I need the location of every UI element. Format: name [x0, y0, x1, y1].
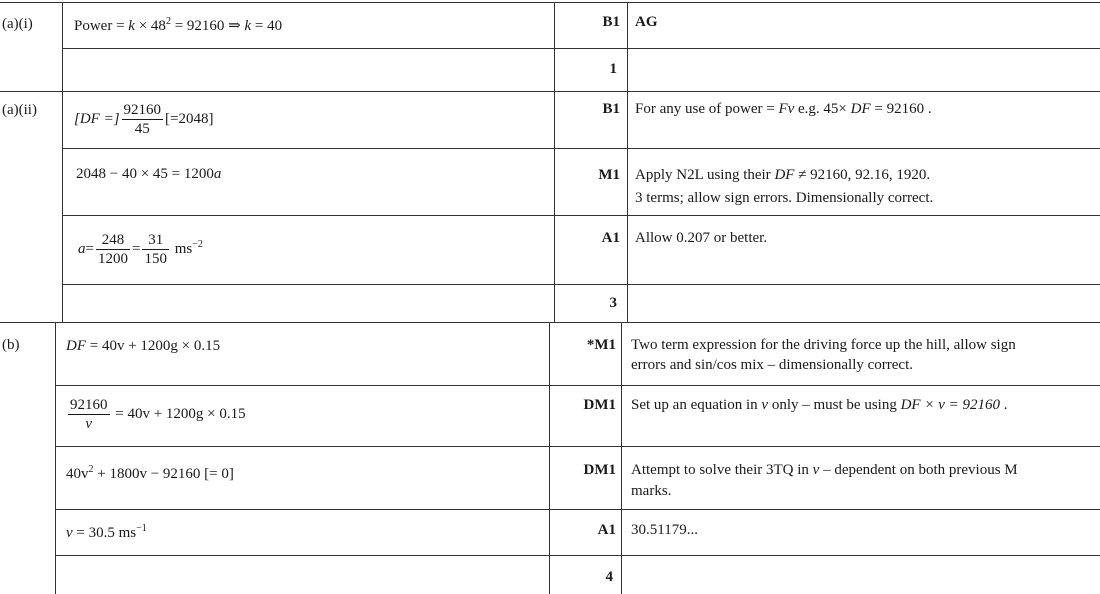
working-text: × 48 — [134, 18, 166, 34]
note-b-2 — [631, 395, 1008, 415]
note-var: DF — [774, 167, 795, 183]
working-b-2 — [66, 396, 246, 433]
working-var: DF — [66, 338, 86, 354]
rule — [0, 91, 1100, 92]
fraction-numerator: 92160 — [70, 397, 108, 413]
note-text: Set up an equation in — [631, 397, 762, 413]
note-text: = 92160 . — [870, 101, 932, 117]
working-text: = 92160 ⇒ — [170, 18, 245, 34]
note-b-3 — [631, 460, 1018, 480]
note-text: – dependent on both previous M — [819, 462, 1018, 478]
note-text: Apply N2L using their — [635, 167, 775, 183]
working-text: = 40 — [251, 18, 283, 34]
rule — [55, 322, 56, 594]
note-var: DF — [850, 101, 871, 117]
working-var: a — [78, 240, 86, 257]
note-b-4: 30.51179... — [631, 522, 698, 538]
fraction-denominator: 1200 — [97, 251, 128, 267]
rule — [0, 2, 1100, 3]
note-text: ≠ 92160, 92.16, 1920. — [794, 167, 931, 183]
note-var: v — [761, 397, 769, 413]
fraction — [96, 231, 130, 268]
mark-b-3: DM1 — [583, 462, 616, 478]
rule — [55, 555, 1100, 556]
rule — [0, 322, 1100, 323]
working-var: k — [244, 18, 252, 34]
fraction-denominator: 45 — [134, 121, 150, 137]
fraction-numerator: 31 — [142, 231, 169, 250]
working-b-4 — [66, 523, 147, 543]
rule — [627, 2, 628, 322]
note-b-1-line2: errors and sin/cos mix – dimensionally correct. — [631, 357, 914, 373]
fraction-numerator: 248 — [96, 231, 130, 250]
working-text: = 30.5 ms — [72, 525, 137, 541]
fraction-denominator: 150 — [144, 251, 167, 267]
note-var: DF × v = 92160 — [900, 397, 1000, 413]
question-label-b: (b) — [2, 337, 20, 353]
fraction-numerator: 92160 — [123, 102, 162, 118]
working-exponent: 2 — [165, 16, 171, 27]
working-text: Power = — [74, 18, 129, 34]
note-text: e.g. 45× — [794, 101, 851, 117]
note-b-1: Two term expression for the driving force up the hill, allow sign — [631, 337, 1016, 353]
mark-a-ii-2: M1 — [598, 167, 620, 183]
working-var: v — [66, 525, 73, 541]
working-a-ii-1 — [74, 101, 214, 138]
mark-a-ii-1: B1 — [602, 101, 620, 117]
rule — [621, 322, 622, 594]
total-b: 4 — [605, 569, 613, 585]
rule — [55, 385, 1100, 386]
note-text: Attempt to solve their 3TQ in — [631, 462, 813, 478]
working-a-ii-3 — [78, 231, 203, 268]
working-a-ii-2 — [76, 164, 221, 184]
working-a-i — [74, 16, 282, 36]
working-exponent: 2 — [88, 464, 94, 475]
total-a-i: 1 — [609, 61, 617, 77]
fraction-denominator: v — [85, 416, 93, 432]
note-a-i: AG — [635, 14, 658, 30]
note-a-ii-2-line2: 3 terms; allow sign errors. Dimensionally correct. — [635, 190, 934, 206]
fraction — [68, 396, 110, 433]
working-text: 40v — [66, 466, 89, 482]
fraction — [142, 231, 169, 268]
note-text: only – must be using — [768, 397, 901, 413]
total-a-ii: 3 — [609, 295, 617, 311]
working-b-1 — [66, 336, 220, 356]
note-var: Fv — [778, 101, 795, 117]
rule — [62, 215, 1100, 216]
working-text: [=2048] — [165, 110, 214, 127]
working-text: 2048 − 40 × 45 = 1200 — [76, 166, 214, 182]
mark-b-1: *M1 — [586, 337, 616, 353]
mark-b-4: A1 — [597, 522, 616, 538]
note-a-ii-2 — [635, 165, 930, 185]
note-a-ii-1 — [635, 99, 932, 119]
mark-a-ii-3: A1 — [601, 230, 620, 246]
rule — [55, 509, 1100, 510]
rule — [62, 48, 1100, 49]
working-b-3 — [66, 464, 234, 484]
working-text: = — [131, 240, 141, 257]
working-text: = — [85, 240, 94, 257]
rule — [62, 284, 1100, 285]
working-text: = 40v + 1200g × 0.15 — [111, 405, 246, 422]
working-exponent: −1 — [136, 523, 147, 534]
note-a-ii-3: Allow 0.207 or better. — [635, 230, 768, 246]
rule — [62, 148, 1100, 149]
note-var: v — [812, 462, 820, 478]
working-text: = 40v + 1200g × 0.15 — [86, 338, 221, 354]
working-var: a — [213, 166, 222, 182]
fraction — [122, 101, 164, 138]
question-label-a-ii: (a)(ii) — [2, 102, 37, 118]
question-label-a-i: (a)(i) — [2, 16, 33, 32]
note-b-3-line2: marks. — [631, 483, 672, 499]
rule — [55, 446, 1100, 447]
note-text: . — [1000, 397, 1008, 413]
working-text: + 1800v − 92160 [= 0] — [93, 466, 234, 482]
working-unit: ms — [174, 240, 193, 257]
working-text: [DF =] — [74, 110, 120, 127]
mark-a-i: B1 — [602, 14, 620, 30]
rule — [554, 2, 555, 322]
working-var: k — [128, 18, 135, 34]
rule — [62, 2, 63, 322]
mark-b-2: DM1 — [583, 397, 616, 413]
working-exponent: −2 — [192, 238, 203, 250]
rule — [549, 322, 550, 594]
note-text: For any use of power = — [635, 101, 779, 117]
